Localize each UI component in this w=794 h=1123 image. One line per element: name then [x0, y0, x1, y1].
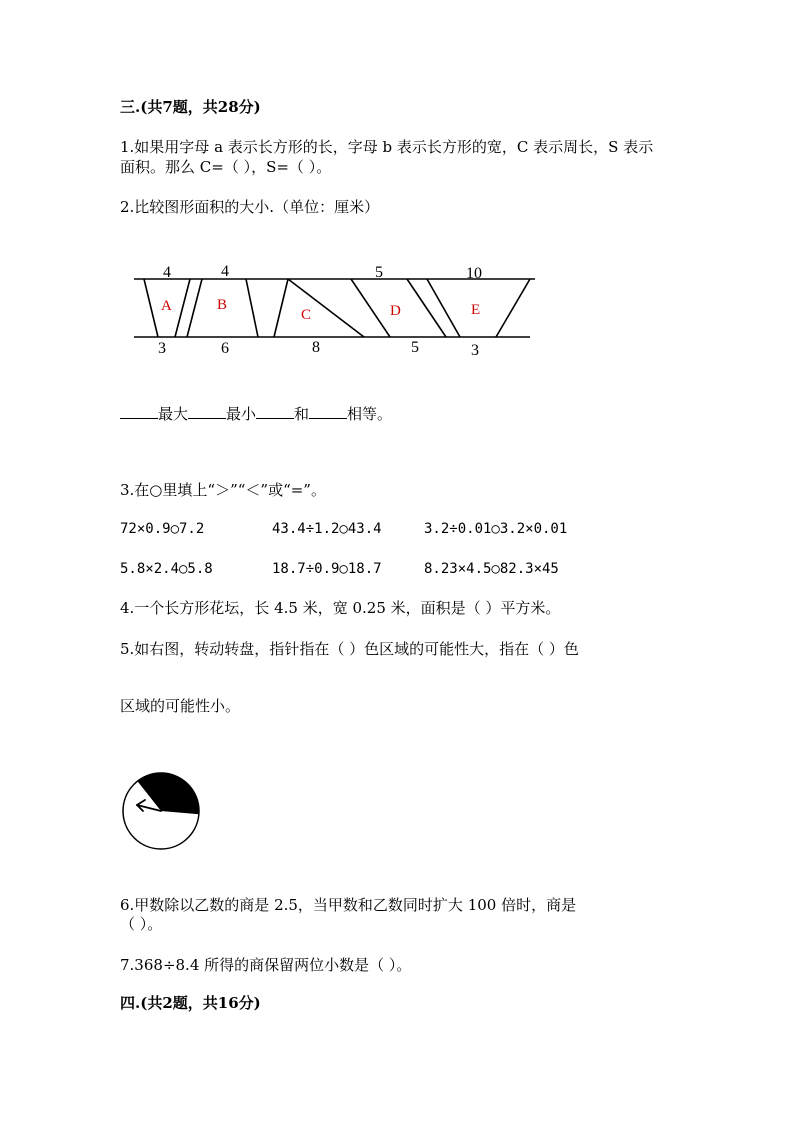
shape-letter: E	[471, 302, 481, 318]
comparison-item: 72×0.9○7.2	[120, 521, 205, 537]
shape-letter: A	[161, 298, 172, 314]
trapezoid-figure	[120, 258, 550, 363]
top-label: 10	[466, 265, 482, 282]
shape-b-left-edge	[187, 279, 202, 337]
answer-text: 最小	[226, 406, 257, 423]
question-1-line-2: 面积。那么 C=（ ），S=（ ）。	[120, 158, 332, 176]
question-4: 4.一个长方形花坛，长 4.5 米，宽 0.25 米，面积是（ ）平方米。	[120, 599, 561, 617]
bottom-label: 5	[411, 339, 419, 356]
top-label: 5	[375, 264, 383, 281]
bottom-label: 3	[158, 340, 166, 357]
question-7: 7.368÷8.4 所得的商保留两位小数是（ ）。	[120, 956, 412, 974]
comparison-item: 43.4÷1.2○43.4	[272, 521, 382, 537]
question-6-line-1: 6.甲数除以乙数的商是 2.5，当甲数和乙数同时扩大 100 倍时，商是	[120, 896, 577, 914]
top-label: 4	[163, 264, 171, 281]
question-2-title: 2.比较图形面积的大小.（单位：厘米）	[120, 198, 380, 216]
question-3-title: 3.在○里填上“＞”“＜”或“=”。	[120, 481, 326, 499]
comparison-item: 5.8×2.4○5.8	[120, 561, 213, 577]
shape-letter: C	[301, 307, 312, 323]
answer-text: 相等。	[347, 406, 393, 423]
question-5-line-2: 区域的可能性小。	[120, 697, 241, 715]
bottom-label: 8	[312, 339, 320, 356]
question-6-line-2: （ ）。	[120, 915, 163, 933]
answer-text: 和	[294, 406, 310, 423]
section-3-title: 三.(共7题，共28分)	[120, 98, 261, 116]
shape-c-left-edge	[274, 279, 288, 337]
bottom-label: 3	[471, 342, 479, 359]
shape-d-right-edge	[407, 279, 446, 337]
answer-blank[interactable]	[188, 404, 226, 419]
answer-blank[interactable]	[309, 404, 347, 419]
question-1-line-1: 1.如果用字母 a 表示长方形的长，字母 b 表示长方形的宽，C 表示周长，S 表示	[120, 138, 654, 156]
comparison-item: 3.2÷0.01○3.2×0.01	[424, 521, 568, 537]
shape-e-left-edge	[427, 279, 460, 337]
spinner-wheel	[121, 771, 201, 851]
answer-blank[interactable]	[256, 404, 294, 419]
comparison-item: 18.7÷0.9○18.7	[272, 561, 382, 577]
shape-a-right-edge	[175, 279, 190, 337]
answer-text: 最大	[158, 406, 189, 423]
shape-letter: D	[390, 303, 401, 319]
comparison-item: 8.23×4.5○82.3×45	[424, 561, 559, 577]
shape-d-left-edge	[351, 279, 390, 337]
shape-letter: B	[217, 297, 228, 313]
section-4-title: 四.(共2题，共16分)	[120, 994, 261, 1012]
bottom-label: 6	[221, 340, 229, 357]
shape-a-left-edge	[144, 279, 158, 337]
top-label: 4	[221, 263, 229, 280]
shape-e-right-edge	[496, 279, 530, 337]
shape-b-right-edge	[246, 279, 258, 337]
shape-c-diagonal	[288, 279, 364, 337]
question-2-answer	[120, 404, 392, 425]
question-5-line-1: 5.如右图，转动转盘，指针指在（ ）色区域的可能性大，指在（ ）色	[120, 640, 579, 658]
answer-blank[interactable]	[120, 404, 158, 419]
